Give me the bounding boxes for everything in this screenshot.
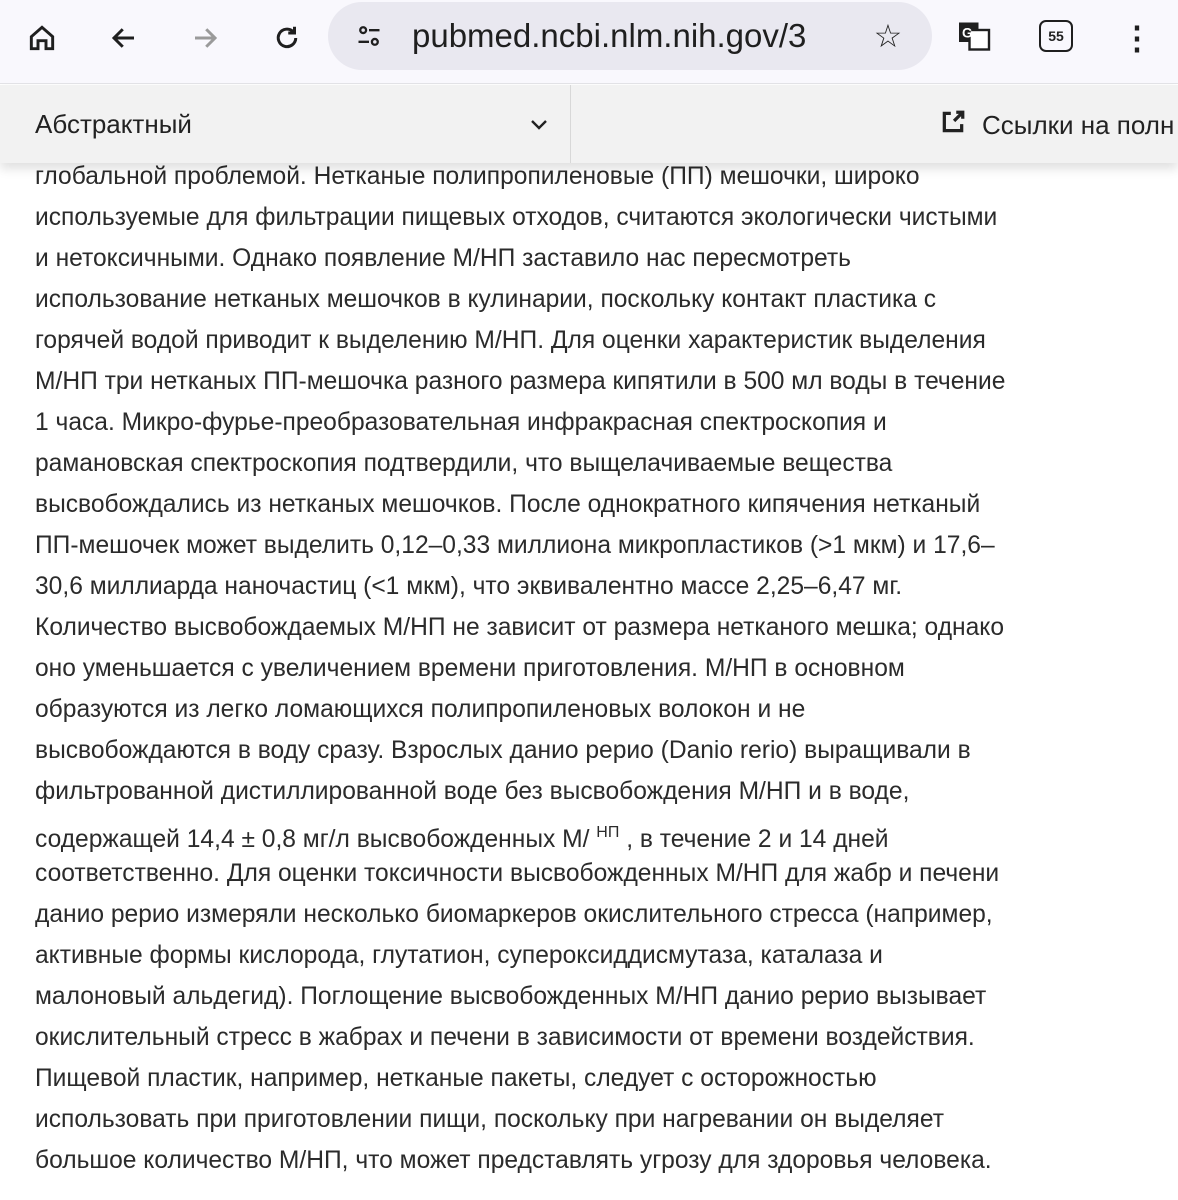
abstract-line: оно уменьшается с увеличением времени приготовления. М/НП в основном	[35, 655, 905, 682]
bookmark-star-icon[interactable]: ☆	[873, 18, 903, 54]
abstract-line: высвобождались из нетканых мешочков. После однократного кипячения нетканый	[35, 491, 981, 518]
more-menu-icon[interactable]: ⋮	[1121, 20, 1153, 56]
reload-icon[interactable]	[267, 18, 307, 58]
abstract-line: данио рерио измеряли несколько биомаркеров окислительного стресса (например,	[35, 901, 993, 928]
abstract-line: фильтрованной дистиллированной воде без высвобождения М/НП и в воде,	[35, 778, 910, 805]
abstract-text	[35, 156, 1005, 1181]
svg-text:G: G	[962, 25, 973, 41]
abstract-line: глобальной проблемой. Нетканые полипропиленовые (ПП) мешочки, широко	[35, 163, 920, 190]
url-text[interactable]: pubmed.ncbi.nlm.nih.gov/3	[412, 17, 807, 54]
abstract-line: высвобождаются в воду сразу. Взрослых данио рерио (Danio rerio) выращивали в	[35, 737, 971, 764]
superscript: НП	[596, 824, 620, 841]
abstract-line: активные формы кислорода, глутатион, супероксиддисмутаза, каталаза и	[35, 942, 883, 969]
full-text-links-button[interactable]	[940, 109, 1174, 142]
abstract-line: и нетоксичными. Однако появление М/НП заставило нас пересмотреть	[35, 245, 851, 272]
abstract-line: образуются из легко ломающихся полипропиленовых волокон и не	[35, 696, 806, 723]
site-settings-icon[interactable]	[352, 20, 386, 52]
abstract-line: соответственно. Для оценки токсичности высвобожденных М/НП для жабр и печени	[35, 860, 1000, 887]
address-bar[interactable]	[328, 2, 932, 70]
abstract-line: использовать при приготовлении пищи, поскольку при нагревании он выделяет	[35, 1106, 944, 1133]
back-icon[interactable]	[104, 18, 144, 58]
abstract-line: 30,6 миллиарда наночастиц (<1 мкм), что эквивалентно массе 2,25–6,47 мг.	[35, 573, 903, 600]
abstract-line: ПП-мешочек может выделить 0,12–0,33 миллиона микропластиков (>1 мкм) и 17,6–	[35, 532, 995, 559]
home-icon[interactable]	[22, 18, 62, 58]
abstract-line: 1 часа. Микро-фурье-преобразовательная инфракрасная спектроскопия и	[35, 409, 887, 436]
chevron-down-icon[interactable]	[524, 109, 554, 139]
abstract-line: использование нетканых мешочков в кулинарии, поскольку контакт пластика с	[35, 286, 937, 313]
external-link-icon	[940, 109, 966, 142]
abstract-line: горячей водой приводит к выделению М/НП. Для оценки характеристик выделения	[35, 327, 986, 354]
abstract-line: малоновый альдегид). Поглощение высвобожденных М/НП данио рерио вызывает	[35, 983, 987, 1010]
abstract-line: Пищевой пластик, например, нетканые пакеты, следует с осторожностью	[35, 1065, 877, 1092]
abstract-line: используемые для фильтрации пищевых отходов, считаются экологически чистыми	[35, 204, 998, 231]
tab-switcher-button[interactable]: 55	[1039, 20, 1073, 52]
forward-icon[interactable]	[185, 18, 225, 58]
browser-toolbar	[0, 0, 1178, 84]
abstract-line: рамановская спектроскопия подтвердили, что выщелачиваемые вещества	[35, 450, 893, 477]
abstract-line: М/НП три нетканых ПП-мешочка разного размера кипятили в 500 мл воды в течение	[35, 368, 1006, 395]
translate-icon[interactable]	[954, 16, 994, 56]
section-select[interactable]: Абстрактный	[35, 109, 192, 139]
divider	[570, 85, 571, 163]
abstract-line: окислительный стресс в жабрах и печени в зависимости от времени воздействия.	[35, 1024, 975, 1051]
full-text-links-label: Ссылки на полн	[982, 110, 1175, 140]
abstract-line	[35, 812, 1005, 853]
abstract-line: Количество высвобождаемых М/НП не зависит от размера нетканого мешка; однако	[35, 614, 1005, 641]
line-text: , в течение 2 и 14 дней	[619, 826, 889, 853]
abstract-line: большое количество М/НП, что может представлять угрозу для здоровья человека.	[35, 1147, 992, 1174]
line-text: содержащей 14,4 ± 0,8 мг/л высвобожденных М/	[35, 826, 597, 853]
section-navigation-bar	[0, 85, 1178, 163]
